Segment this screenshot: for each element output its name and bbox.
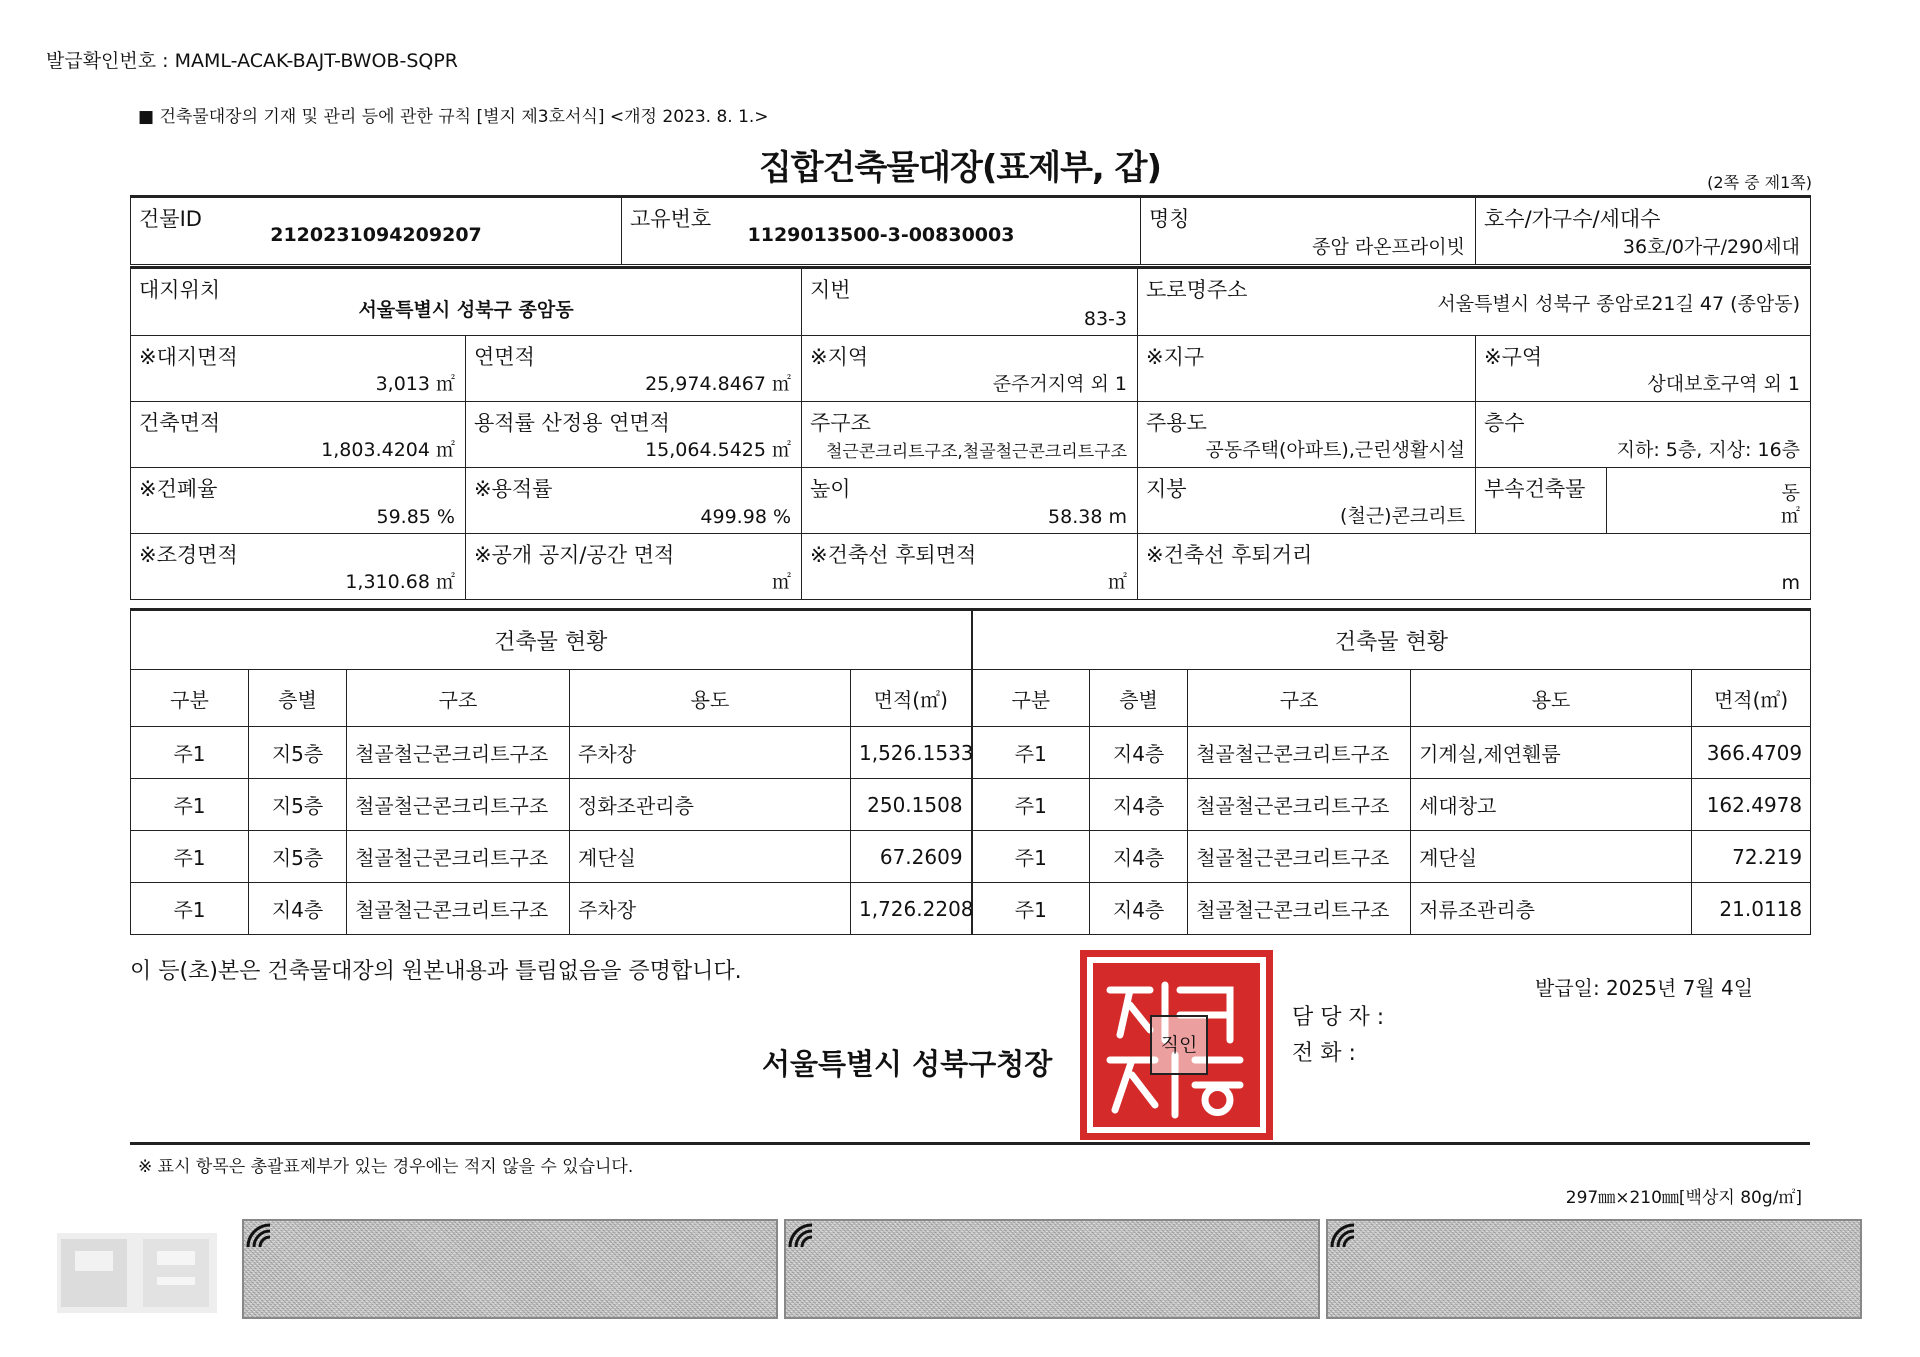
setback-area-label: ※건축선 후퇴면적 bbox=[810, 543, 977, 567]
height-value: 58.38 m bbox=[1048, 506, 1127, 528]
annex-area-unit: ㎡ bbox=[1781, 505, 1801, 527]
total-floor-area-label: 연면적 bbox=[474, 345, 535, 369]
cell-category: 주1 bbox=[131, 779, 249, 831]
cell-category: 주1 bbox=[131, 831, 249, 883]
cell-structure: 철골철근콘크리트구조 bbox=[347, 883, 570, 935]
main-use-label: 주용도 bbox=[1146, 411, 1207, 435]
total-floor-area-value: 25,974.8467 ㎡ bbox=[645, 373, 791, 395]
cell-floor: 지4층 bbox=[249, 883, 347, 935]
cell-area: 1,526.1533 bbox=[851, 727, 972, 779]
building-area-label: 건축면적 bbox=[139, 411, 221, 435]
cell-floor: 지4층 bbox=[1090, 883, 1188, 935]
cell-floor: 지5층 bbox=[249, 779, 347, 831]
building-id-label: 건물ID bbox=[139, 207, 202, 231]
clerk-label: 담 당 자 : bbox=[1292, 1005, 1385, 1030]
cell-structure: 철골철근콘크리트구조 bbox=[1188, 883, 1411, 935]
site-location-value: 서울특별시 성북구 종암동 bbox=[358, 299, 574, 321]
header-area: 면적(㎡) bbox=[1692, 670, 1811, 727]
setback-distance-label: ※건축선 후퇴거리 bbox=[1146, 543, 1313, 567]
cell-area: 21.0118 bbox=[1692, 883, 1811, 935]
table-row bbox=[131, 727, 1811, 779]
cell-category: 주1 bbox=[972, 779, 1090, 831]
cell-category: 주1 bbox=[972, 831, 1090, 883]
zone-label: ※지역 bbox=[810, 345, 869, 369]
phone-label: 전 화 : bbox=[1292, 1041, 1356, 1066]
landscape-area-label: ※조경면적 bbox=[139, 543, 238, 567]
cell-floor: 지5층 bbox=[249, 831, 347, 883]
cell-category: 주1 bbox=[131, 727, 249, 779]
lot-number-value: 83-3 bbox=[1083, 308, 1127, 330]
certification-statement: 이 등(초)본은 건축물대장의 원본내용과 틀림없음을 증명합니다. bbox=[130, 959, 742, 984]
issue-confirmation-number: 발급확인번호 : MAML-ACAK-BAJT-BWOB-SQPR bbox=[46, 50, 458, 72]
cell-floor: 지4층 bbox=[1090, 779, 1188, 831]
main-structure-label: 주구조 bbox=[810, 411, 871, 435]
table-row bbox=[131, 831, 1811, 883]
far-floor-area-value: 15,064.5425 ㎡ bbox=[645, 439, 791, 461]
open-space-label: ※공개 공지/공간 면적 bbox=[474, 543, 675, 567]
cell-structure: 철골철근콘크리트구조 bbox=[1188, 831, 1411, 883]
cell-area: 250.1508 bbox=[851, 779, 972, 831]
floor-area-ratio-value: 499.98 % bbox=[700, 506, 791, 528]
cell-floor: 지5층 bbox=[249, 727, 347, 779]
name-value: 종암 라온프라이빗 bbox=[1312, 236, 1465, 258]
cell-area: 67.2609 bbox=[851, 831, 972, 883]
security-pattern-block bbox=[1326, 1219, 1862, 1319]
building-coverage-value: 59.85 % bbox=[376, 506, 455, 528]
cell-structure: 철골철근콘크리트구조 bbox=[347, 727, 570, 779]
cell-use: 기계실,제연휀룸 bbox=[1411, 727, 1692, 779]
cell-floor: 지4층 bbox=[1090, 727, 1188, 779]
header-structure: 구조 bbox=[347, 670, 570, 727]
site-area-label: ※대지면적 bbox=[139, 345, 238, 369]
header-use: 용도 bbox=[1411, 670, 1692, 727]
original-watermark-icon bbox=[57, 1233, 217, 1313]
cell-category: 주1 bbox=[972, 727, 1090, 779]
cell-floor: 지4층 bbox=[1090, 831, 1188, 883]
cell-use: 계단실 bbox=[1411, 831, 1692, 883]
issuing-authority: 서울특별시 성북구청장 bbox=[762, 1047, 1053, 1081]
cell-structure: 철골철근콘크리트구조 bbox=[347, 779, 570, 831]
cell-category: 주1 bbox=[131, 883, 249, 935]
cell-use: 계단실 bbox=[570, 831, 851, 883]
units-value: 36호/0가구/290세대 bbox=[1622, 236, 1800, 258]
cell-category: 주1 bbox=[972, 883, 1090, 935]
sector-label: ※구역 bbox=[1484, 345, 1543, 369]
corner-mark-icon bbox=[1330, 1223, 1356, 1249]
cell-area: 1,726.2208 bbox=[851, 883, 972, 935]
issue-date: 발급일: 2025년 7월 4일 bbox=[1535, 976, 1754, 1000]
status-title-right: 건축물 현황 bbox=[972, 610, 1811, 670]
main-structure-value: 철근콘크리트구조,철골철근콘크리트구조 bbox=[826, 442, 1127, 462]
units-label: 호수/가구수/세대수 bbox=[1484, 207, 1661, 231]
setback-area-value: ㎡ bbox=[1107, 571, 1127, 593]
cell-use: 주차장 bbox=[570, 727, 851, 779]
cell-area: 162.4978 bbox=[1692, 779, 1811, 831]
name-label: 명칭 bbox=[1149, 207, 1190, 231]
floors-label: 층수 bbox=[1484, 411, 1525, 435]
lot-number-label: 지번 bbox=[810, 278, 851, 302]
bottom-divider bbox=[130, 1142, 1810, 1145]
table-row bbox=[131, 779, 1811, 831]
header-category: 구분 bbox=[972, 670, 1090, 727]
header-structure: 구조 bbox=[1188, 670, 1411, 727]
site-area-value: 3,013 ㎡ bbox=[375, 373, 455, 395]
cell-area: 366.4709 bbox=[1692, 727, 1811, 779]
security-pattern-block bbox=[242, 1219, 778, 1319]
cell-use: 정화조관리층 bbox=[570, 779, 851, 831]
height-label: 높이 bbox=[810, 477, 851, 501]
unique-no-value: 1129013500-3-00830003 bbox=[747, 224, 1015, 246]
building-status-table bbox=[130, 608, 1811, 935]
page-indicator: (2쪽 중 제1쪽) bbox=[1707, 173, 1812, 192]
corner-mark-icon bbox=[246, 1223, 272, 1249]
roof-label: 지붕 bbox=[1146, 477, 1187, 501]
floors-value: 지하: 5층, 지상: 16층 bbox=[1616, 439, 1801, 461]
building-coverage-label: ※건폐율 bbox=[139, 477, 218, 501]
main-use-value: 공동주택(아파트),근린생활시설 bbox=[1205, 439, 1465, 461]
header-floor: 층별 bbox=[1090, 670, 1188, 727]
landscape-area-value: 1,310.68 ㎡ bbox=[345, 571, 455, 593]
zone-value: 준주거지역 외 1 bbox=[992, 373, 1127, 395]
roof-value: (철근)콘크리트 bbox=[1340, 505, 1465, 527]
paper-spec: 297㎜×210㎜[백상지 80g/㎡] bbox=[1565, 1188, 1802, 1208]
cell-area: 72.219 bbox=[1692, 831, 1811, 883]
header-area: 면적(㎡) bbox=[851, 670, 972, 727]
seal-stamp-label: 직인 bbox=[1150, 1015, 1208, 1075]
header-floor: 층별 bbox=[249, 670, 347, 727]
open-space-value: ㎡ bbox=[771, 571, 791, 593]
summary-table bbox=[130, 266, 1811, 600]
cell-use: 세대창고 bbox=[1411, 779, 1692, 831]
far-floor-area-label: 용적률 산정용 연면적 bbox=[474, 411, 670, 435]
security-pattern-block bbox=[784, 1219, 1320, 1319]
road-address-value: 서울특별시 성북구 종암로21길 47 (종암동) bbox=[1437, 293, 1801, 315]
header-category: 구분 bbox=[131, 670, 249, 727]
unique-no-label: 고유번호 bbox=[630, 207, 712, 231]
cell-use: 저류조관리층 bbox=[1411, 883, 1692, 935]
regulation-reference: ■ 건축물대장의 기재 및 관리 등에 관한 규칙 [별지 제3호서식] <개정 2023. 8. 1.> bbox=[138, 107, 769, 127]
annex-count-unit: 동 bbox=[1781, 482, 1801, 504]
contact-block bbox=[1292, 1000, 1384, 1072]
district-label: ※지구 bbox=[1146, 345, 1205, 369]
cell-use: 주차장 bbox=[570, 883, 851, 935]
building-id-value: 2120231094209207 bbox=[270, 224, 482, 246]
floor-area-ratio-label: ※용적률 bbox=[474, 477, 553, 501]
setback-distance-value: m bbox=[1781, 572, 1801, 594]
building-area-value: 1,803.4204 ㎡ bbox=[321, 439, 455, 461]
sector-value: 상대보호구역 외 1 bbox=[1647, 373, 1801, 395]
document-title: 집합건축물대장(표제부, 갑) bbox=[758, 148, 1162, 188]
status-title-left: 건축물 현황 bbox=[131, 610, 972, 670]
annex-building-label: 부속건축물 bbox=[1484, 477, 1586, 501]
road-address-label: 도로명주소 bbox=[1146, 278, 1248, 302]
site-location-label: 대지위치 bbox=[139, 278, 221, 302]
header-use: 용도 bbox=[570, 670, 851, 727]
table-row bbox=[131, 883, 1811, 935]
cell-structure: 철골철근콘크리트구조 bbox=[1188, 779, 1411, 831]
corner-mark-icon bbox=[788, 1223, 814, 1249]
cell-structure: 철골철근콘크리트구조 bbox=[347, 831, 570, 883]
cell-structure: 철골철근콘크리트구조 bbox=[1188, 727, 1411, 779]
building-id-row bbox=[130, 195, 1811, 265]
footnote: ※ 표시 항목은 총괄표제부가 있는 경우에는 적지 않을 수 있습니다. bbox=[138, 1157, 634, 1177]
